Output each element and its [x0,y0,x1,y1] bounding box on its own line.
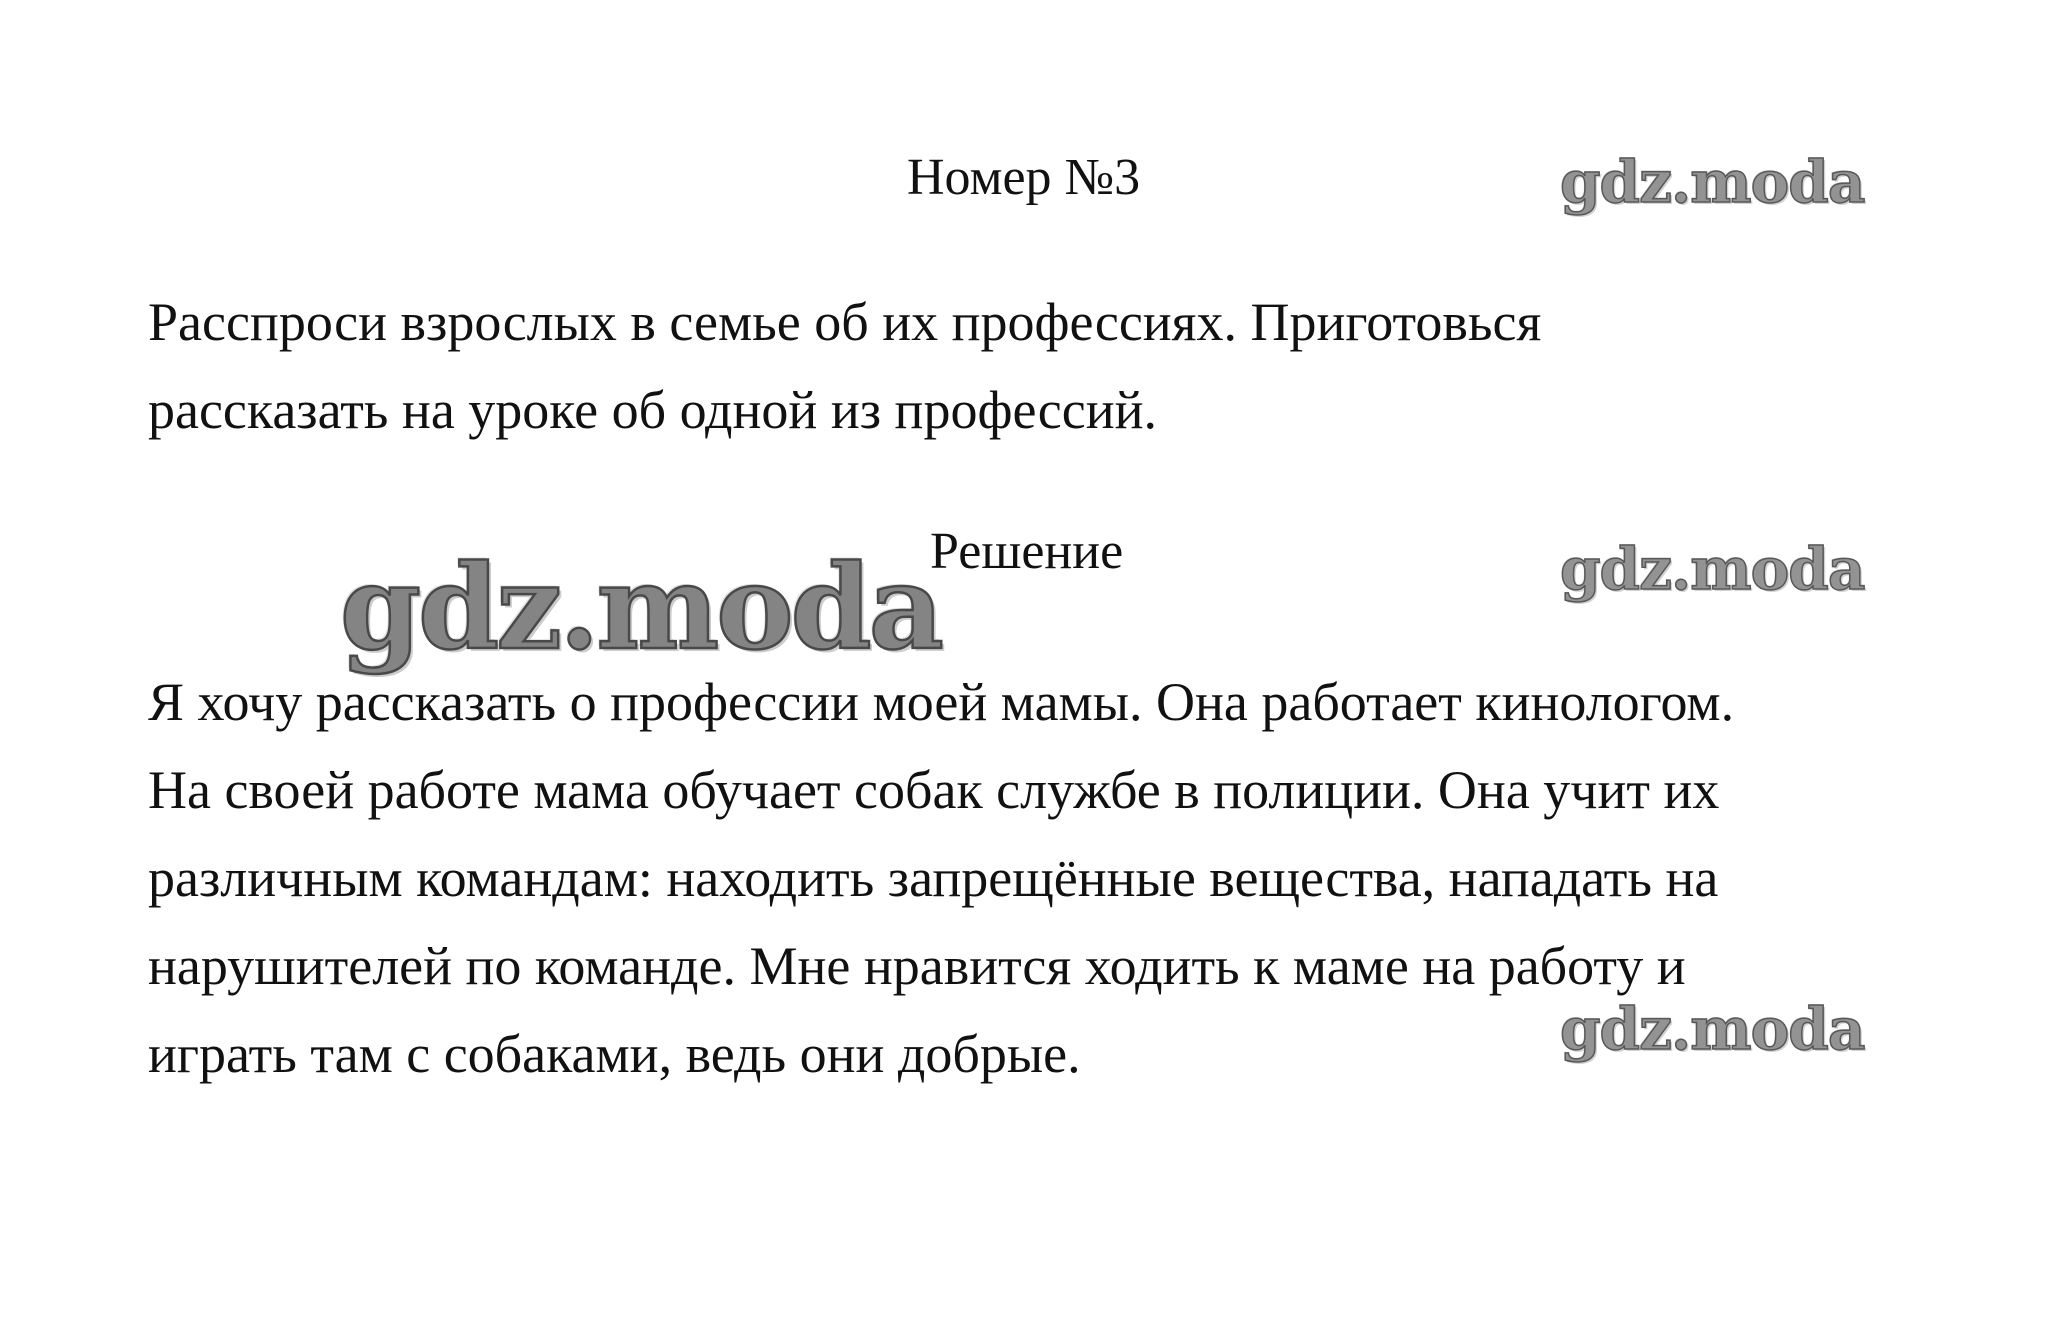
task-line: рассказать на уроке об одной из профессий. [148,380,1157,440]
solution-line: играть там с собаками, ведь они добрые. [148,1024,1081,1084]
watermark-logo: gdz.moda [1560,148,1865,216]
solution-line: На своей работе мама обучает собак службе в полиции. Она учит их [148,760,1720,820]
task-title: Номер №3 [907,149,1141,206]
watermark-logo: gdz.moda [1560,995,1865,1063]
solution-text [148,658,1734,1098]
solution-title: Решение [930,523,1124,580]
task-text [148,278,1541,454]
watermark-logo-large: gdz.moda [340,540,941,676]
solution-line: нарушителей по команде. Мне нравится ходить к маме на работу и [148,936,1686,996]
solution-line: Я хочу рассказать о профессии моей мамы. Она работает кинологом. [148,672,1735,732]
task-line: Расспроси взрослых в семье об их профессиях. Приготовься [148,292,1542,352]
watermark-logo: gdz.moda [1560,535,1865,603]
solution-line: различным командам: находить запрещённые вещества, нападать на [148,848,1719,908]
